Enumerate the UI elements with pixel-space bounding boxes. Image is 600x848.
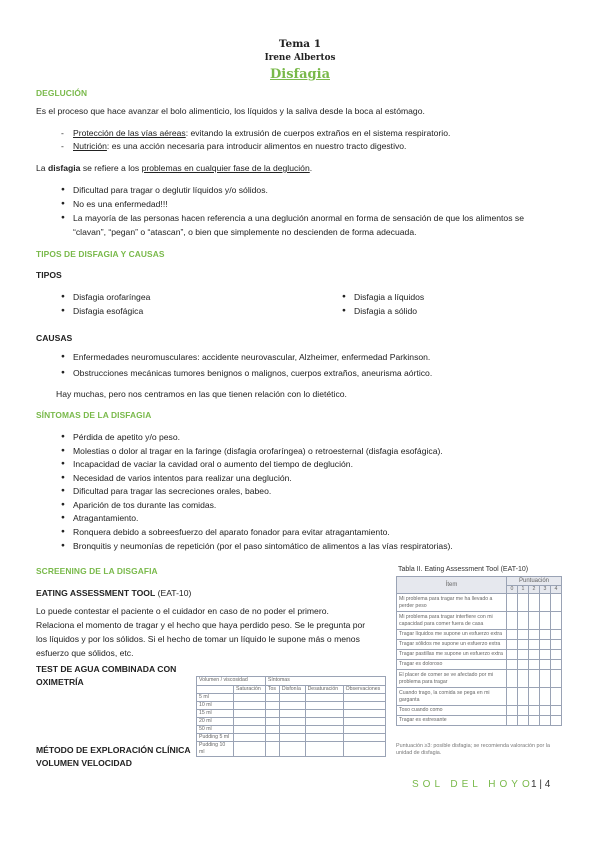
causas-list [36,352,556,379]
table-row: Mi problema para tragar interfiere con mi capacidad para comer fuera de casa [397,612,507,630]
score-col: 3 [540,586,551,594]
section-heading-deglucion: DEGLUCIÓN [36,88,88,98]
table-col: Saturación [234,686,266,694]
table-row: Tragar líquidos me supone un esfuerzo extra [397,630,507,640]
eat10-bold: EATING ASSESSMENT TOOL [36,588,156,598]
table-row: El placer de comer se ve afectado por mi problema para tragar [397,670,507,688]
table-col: Disfonía [279,686,305,694]
disfagia-definition [36,163,312,175]
deglucion-functions-list [36,128,566,152]
page-title: Disfagia [270,67,330,82]
eat10-description: Lo puede contestar el paciente o el cuidador en caso de no poder el primero. Relaciona el momento de tragar y el hecho que haya perdido peso. Se le pregunta por los líquidos y por los sólidos. Si el hecho de tomar un líquido le supone más o menos esfuerzo que sólidos, etc. [36,606,366,658]
list-item: ● Disfagia a líquidos [317,292,557,304]
list-item [36,128,566,140]
list-item: ● Incapacidad de vaciar la cavidad oral o aumento del tiempo de deglución. [36,458,566,472]
disfagia-bullets [36,185,536,240]
table-row: 50 ml [197,726,234,734]
item-text: : es una acción necesaria para introducir alimentos en nuestro tracto digestivo. [106,140,407,151]
list-item [36,141,566,153]
table-row: 5 ml [197,694,234,702]
tipos-subheading: TIPOS [36,270,62,280]
score-col: 4 [551,586,562,594]
list-item: ● Bronquitis y neumonías de repetición (por el paso sintomático de alimentos a las vías respiratorias). [36,540,566,554]
table-row: Toso cuando como [397,706,507,716]
causas-subheading: CAUSAS [36,333,73,343]
table-row: Tragar es estresante [397,716,507,726]
table-row: Pudding 10 ml [197,742,234,757]
list-item: ● Dificultad para tragar o deglutir líquidos y/o sólidos. [36,185,536,197]
metodo-heading: MÉTODO DE EXPLORACIÓN CLÍNICA VOLUMEN VELOCIDAD [36,745,191,769]
table-header: Síntomas [265,677,385,686]
table-header: Puntuación [507,577,562,586]
def-underline: problemas en cualquier fase de la deglución [141,163,310,173]
section-heading-tipos: TIPOS DE DISFAGIA Y CAUSAS [36,249,165,259]
list-item: ● Disfagia esofágica [36,306,296,318]
table-row: Mi problema para tragar me ha llevado a perder peso [397,594,507,612]
table-row: Tragar es doloroso [397,660,507,670]
test-agua-heading: TEST DE AGUA COMBINADA CON OXIMETRÍA [36,664,177,688]
list-item: ● La mayoría de las personas hacen referencia a una deglución anormal en forma de sensación de que los alimentos se “clavan”, “pegan” o “atascan”, o bien que simplemente no descienden de forma adecuada. [36,212,536,240]
water-test-table [196,676,386,757]
list-item: ● Disfagia orofaríngea [36,292,296,304]
list-item: ● Obstrucciones mecánicas tumores benignos o malignos, cuerpos extraños, aneurisma aórtico. [36,368,556,380]
table-row: 20 ml [197,718,234,726]
list-item: ● Enfermedades neuromusculares: accidente neurovascular, Alzheimer, enfermedad Parkinson. [36,352,556,364]
table-col: Observaciones [343,686,385,694]
footer-label: SOL DEL HOYO [412,779,534,790]
table-row: Tragar pastillas me supone un esfuerzo extra [397,650,507,660]
table-header: Volumen / viscosidad [197,677,266,686]
def-pre: La [36,163,48,173]
list-item: ● No es una enfermedad!!! [36,199,536,211]
table-row: Pudding 5 ml [197,734,234,742]
list-item: ● Aparición de tos durante las comidas. [36,499,566,513]
tipos-left-list [36,292,296,317]
list-item: ● Atragantamiento. [36,512,566,526]
table-row: Cuando trago, la comida se pega en mi garganta [397,688,507,706]
table-row: 15 ml [197,710,234,718]
def-end: . [309,163,313,173]
eat10-table [396,576,562,726]
def-bold: disfagia [47,163,81,173]
page-number: 1 | 4 [531,779,551,790]
topic-label: Tema 1 [278,38,322,50]
eat10-rest: (EAT-10) [155,588,192,598]
eat10-table-caption: Tabla II. Eating Assessment Tool (EAT-10) [398,566,529,573]
causas-note: Hay muchas, pero nos centramos en las que tienen relación con lo dietético. [56,389,347,399]
table-row: 10 ml [197,702,234,710]
table-col: Desaturación [305,686,343,694]
table-row: Tragar sólidos me supone un esfuerzo extra [397,640,507,650]
eat10-footnote: Puntuación ≥3: posible disfagia; se recomienda valoración por la unidad de disfagia. [396,743,550,757]
table-header: Ítem [397,577,507,594]
def-mid: se refiere a los [80,163,142,173]
section-heading-screening: SCREENING DE LA DISGAFIA [36,566,158,576]
section-heading-sintomas: SÍNTOMAS DE LA DISFAGIA [36,410,152,420]
author-label: Irene Albertos [264,53,336,63]
item-text: : evitando la extrusión de cuerpos extraños en el sistema respiratorio. [185,128,451,138]
list-item: ● Ronquera debido a sobreesfuerzo del aparato fonador para evitar atragantamiento. [36,526,566,540]
score-col: 2 [529,586,540,594]
list-item: ● Dificultad para tragar las secreciones orales, babeo. [36,485,566,499]
item-term: Protección de las vías aéreas [73,128,186,138]
eat10-heading [36,588,191,600]
table-col: Tos [265,686,279,694]
deglucion-intro: Es el proceso que hace avanzar el bolo alimenticio, los líquidos y la saliva desde la boca al estómago. [36,106,425,116]
sintomas-list [36,431,566,553]
item-term: Nutrición [73,140,107,151]
score-col: 1 [518,586,529,594]
list-item: ● Necesidad de varios intentos para realizar una deglución. [36,472,566,486]
list-item: ● Pérdida de apetito y/o peso. [36,431,566,445]
score-col: 0 [507,586,518,594]
list-item: ● Disfagia a sólido [317,306,557,318]
tipos-right-list [317,292,557,317]
list-item: ● Molestias o dolor al tragar en la faringe (disfagia orofaríngea) o retroesternal (disfagia esofágica). [36,445,566,459]
